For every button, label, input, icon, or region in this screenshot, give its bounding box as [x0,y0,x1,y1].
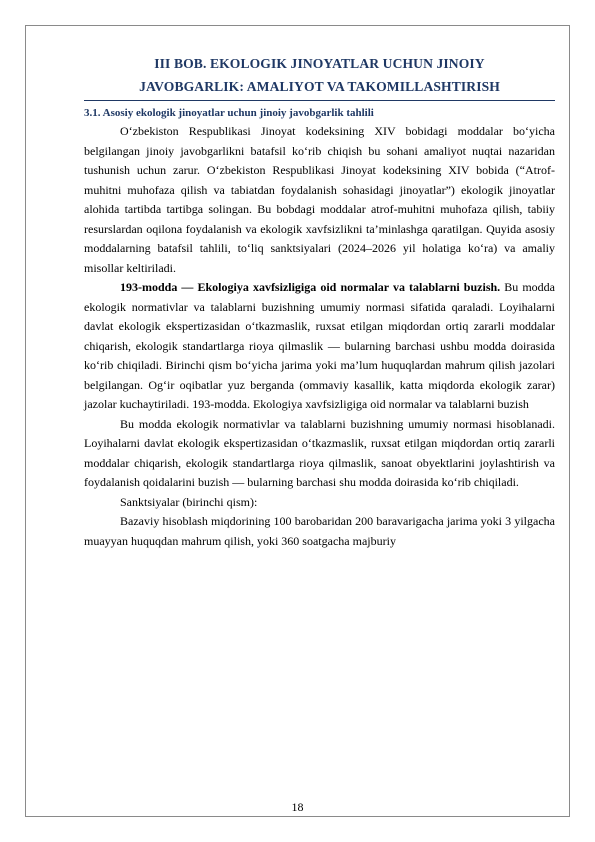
article-193-paragraph [84,278,555,415]
chapter-title-line-2: JAVOBGARLIK: AMALIYOT VA TAKOMILLASHTIRISH [139,79,500,94]
sanctions-heading: Sanktsiyalar (birinchi qism): [120,494,258,509]
page-number: 18 [291,800,304,814]
chapter-title-line-1: III BOB. EKOLOGIK JINOYATLAR UCHUN JINOIY [154,56,485,71]
chapter-title [84,52,555,98]
intro-paragraph: O‘zbekiston Respublikasi Jinoyat kodeksining XIV bobidagi moddalar bo‘yicha belgilangan jinoiy javobgarlikni batafsil ko‘rib chiqish bu sohani amaliyot nuqtai nazaridan tushunish uchun zarur. O‘zbekiston Respublikasi Jinoyat kodeksining XIV bobida (“Atrof-muhitni muhofaza qilish va tabiatdan foydalanish sohasidagi jinoyatlar”) ekologik jinoyatlar alohida tartibda tartibga solingan. Bu bobdagi moddalar atrof-muhitni muhofaza qilish, tabiiy resurslardan oqilona foydalanish va ekologik xavfsizlikni ta’minlashga qaratilgan. Quyida asosiy moddalarning batafsil tahlili, to‘liq sanktsiyalari (2024–2026 yil holatiga ko‘ra) va amaliy misollar keltiriladi. [84,124,555,275]
title-underline [84,100,555,101]
document-body [84,52,555,551]
article-193-text: Bu modda ekologik normativlar va talablarni buzishning umumiy normasi sifatida qaraladi. Loyihalarni davlat ekologik ekspertizasidan o‘tkazmaslik, ruxsat etilgan miqdordan ortiq zararli moddalar chiqarish, ekologik standartlarga rioya qilmaslik — bularning barchasi ushbu modda doirasida ko‘rib chiqiladi. Birinchi qism bo‘yicha jarima yoki ma’lum huquqlardan mahrum qilish jazolari belgilangan. Og‘ir oqibatlar yuz berganda (ommaviy kasallik, katta miqdorda ekologik zarar) jazolar kuchaytiriladi. 193-modda. Ekologiya xavfsizligiga oid normalar va talablarni buzish [84,280,556,411]
sanctions-paragraph: Bazaviy hisoblash miqdorining 100 barobaridan 200 baravarigacha jarima yoki 3 yilgacha muayyan huquqdan mahrum qilish, yoki 360 soatgacha majburiy [84,514,555,548]
section-heading: 3.1. Asosiy ekologik jinoyatlar uchun jinoiy javobgarlik tahlili [84,107,374,119]
general-norm-paragraph: Bu modda ekologik normativlar va talablarni buzishning umumiy normasi hisoblanadi. Loyihalarni davlat ekologik ekspertizasidan o‘tkazmaslik, ruxsat etilgan miqdordan ortiq zararli moddalar chiqarish, ekologik standartlarga rioya qilmaslik, sanoat obyektlarini joylashtirish va foydalanish qoidalarini buzish — bularning barchasi shu modda doirasida ko‘rib chiqiladi. [84,416,555,489]
article-193-title: 193-modda — Ekologiya xavfsizligiga oid normalar va talablarni buzish. [120,280,501,294]
